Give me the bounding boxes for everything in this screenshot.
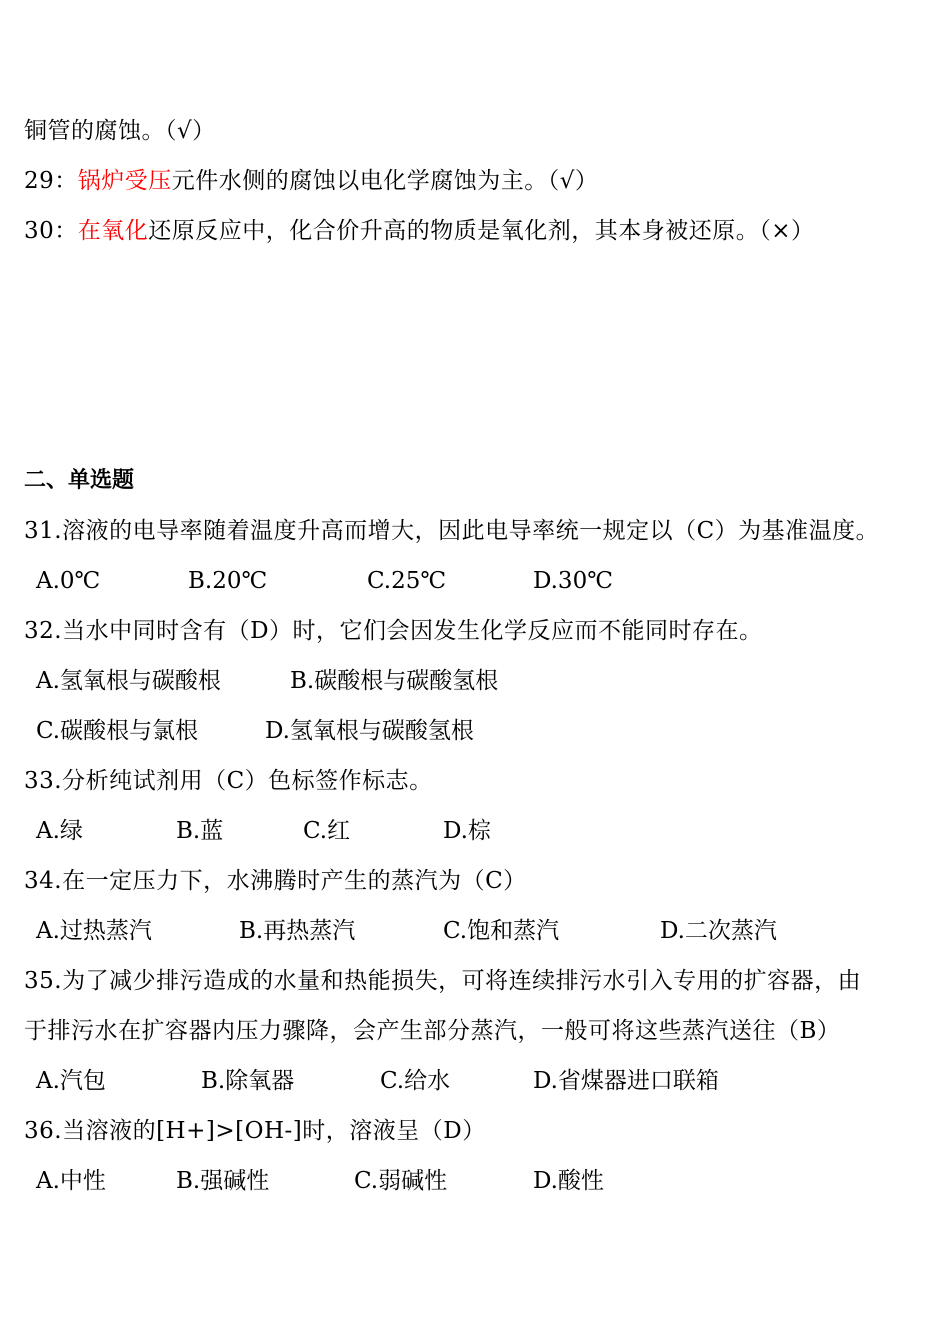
tf-item-29-number: 29：	[24, 168, 78, 194]
question-31-option-b: B.20℃	[188, 568, 268, 594]
question-33-stem: 33.分析纯试剂用（C）色标签作标志。	[24, 768, 433, 794]
question-36-option-b: B.强碱性	[176, 1168, 270, 1194]
question-36-option-a: A.中性	[36, 1168, 106, 1194]
question-34-option-c: C.饱和蒸汽	[443, 918, 560, 944]
tf-item-29-text: 元件水侧的腐蚀以电化学腐蚀为主。（√）	[171, 168, 599, 194]
question-32-option-b: B.碳酸根与碳酸氢根	[290, 668, 499, 694]
question-34-option-d: D.二次蒸汽	[660, 918, 777, 944]
question-34-option-b: B.再热蒸汽	[239, 918, 356, 944]
question-36-stem: 36.当溶液的[H+]>[OH-]时，溶液呈（D）	[24, 1118, 486, 1144]
question-31-option-c: C.25℃	[367, 568, 447, 594]
question-35-option-c: C.给水	[380, 1068, 451, 1094]
question-33-option-b: B.蓝	[176, 818, 224, 844]
tf-item-29	[24, 166, 598, 196]
question-34-stem: 34.在一定压力下，水沸腾时产生的蒸汽为（C）	[24, 868, 527, 894]
question-35-option-b: B.除氧器	[201, 1068, 295, 1094]
tf-item-29-highlight: 锅炉受压	[77, 168, 172, 194]
question-35-option-a: A.汽包	[36, 1068, 106, 1094]
question-32-option-d: D.氢氧根与碳酸氢根	[265, 718, 474, 744]
question-36-option-d: D.酸性	[533, 1168, 604, 1194]
question-35-option-d: D.省煤器进口联箱	[533, 1068, 719, 1094]
tf-item-30	[24, 216, 815, 246]
tf-item-28-text: 铜管的腐蚀。（√）	[24, 118, 216, 144]
question-32-option-a: A.氢氧根与碳酸根	[36, 668, 221, 694]
question-31-option-d: D.30℃	[533, 568, 613, 594]
tf-item-30-text: 还原反应中，化合价升高的物质是氧化剂，其本身被还原。（×）	[148, 218, 815, 244]
question-35-stem-line-1: 35.为了减少排污造成的水量和热能损失，可将连续排污水引入专用的扩容器，由	[24, 968, 862, 994]
tf-item-30-number: 30：	[24, 218, 78, 244]
question-33-option-c: C.红	[303, 818, 351, 844]
question-32-stem: 32.当水中同时含有（D）时，它们会因发生化学反应而不能同时存在。	[24, 618, 763, 644]
question-33-option-a: A.绿	[36, 818, 83, 844]
section-title: 二、单选题	[24, 468, 135, 493]
question-32-option-c: C.碳酸根与氯根	[36, 718, 199, 744]
question-33-option-d: D.棕	[443, 818, 491, 844]
question-35-stem-line-2: 于排污水在扩容器内压力骤降，会产生部分蒸汽，一般可将这些蒸汽送往（B）	[24, 1018, 841, 1044]
question-31-stem: 31.溶液的电导率随着温度升高而增大，因此电导率统一规定以（C）为基准温度。	[24, 518, 880, 544]
question-31-option-a: A.0℃	[36, 568, 101, 594]
question-34-option-a: A.过热蒸汽	[36, 918, 152, 944]
tf-item-28-tail	[24, 116, 216, 146]
tf-item-30-highlight: 在氧化	[77, 218, 149, 244]
question-36-option-c: C.弱碱性	[354, 1168, 448, 1194]
